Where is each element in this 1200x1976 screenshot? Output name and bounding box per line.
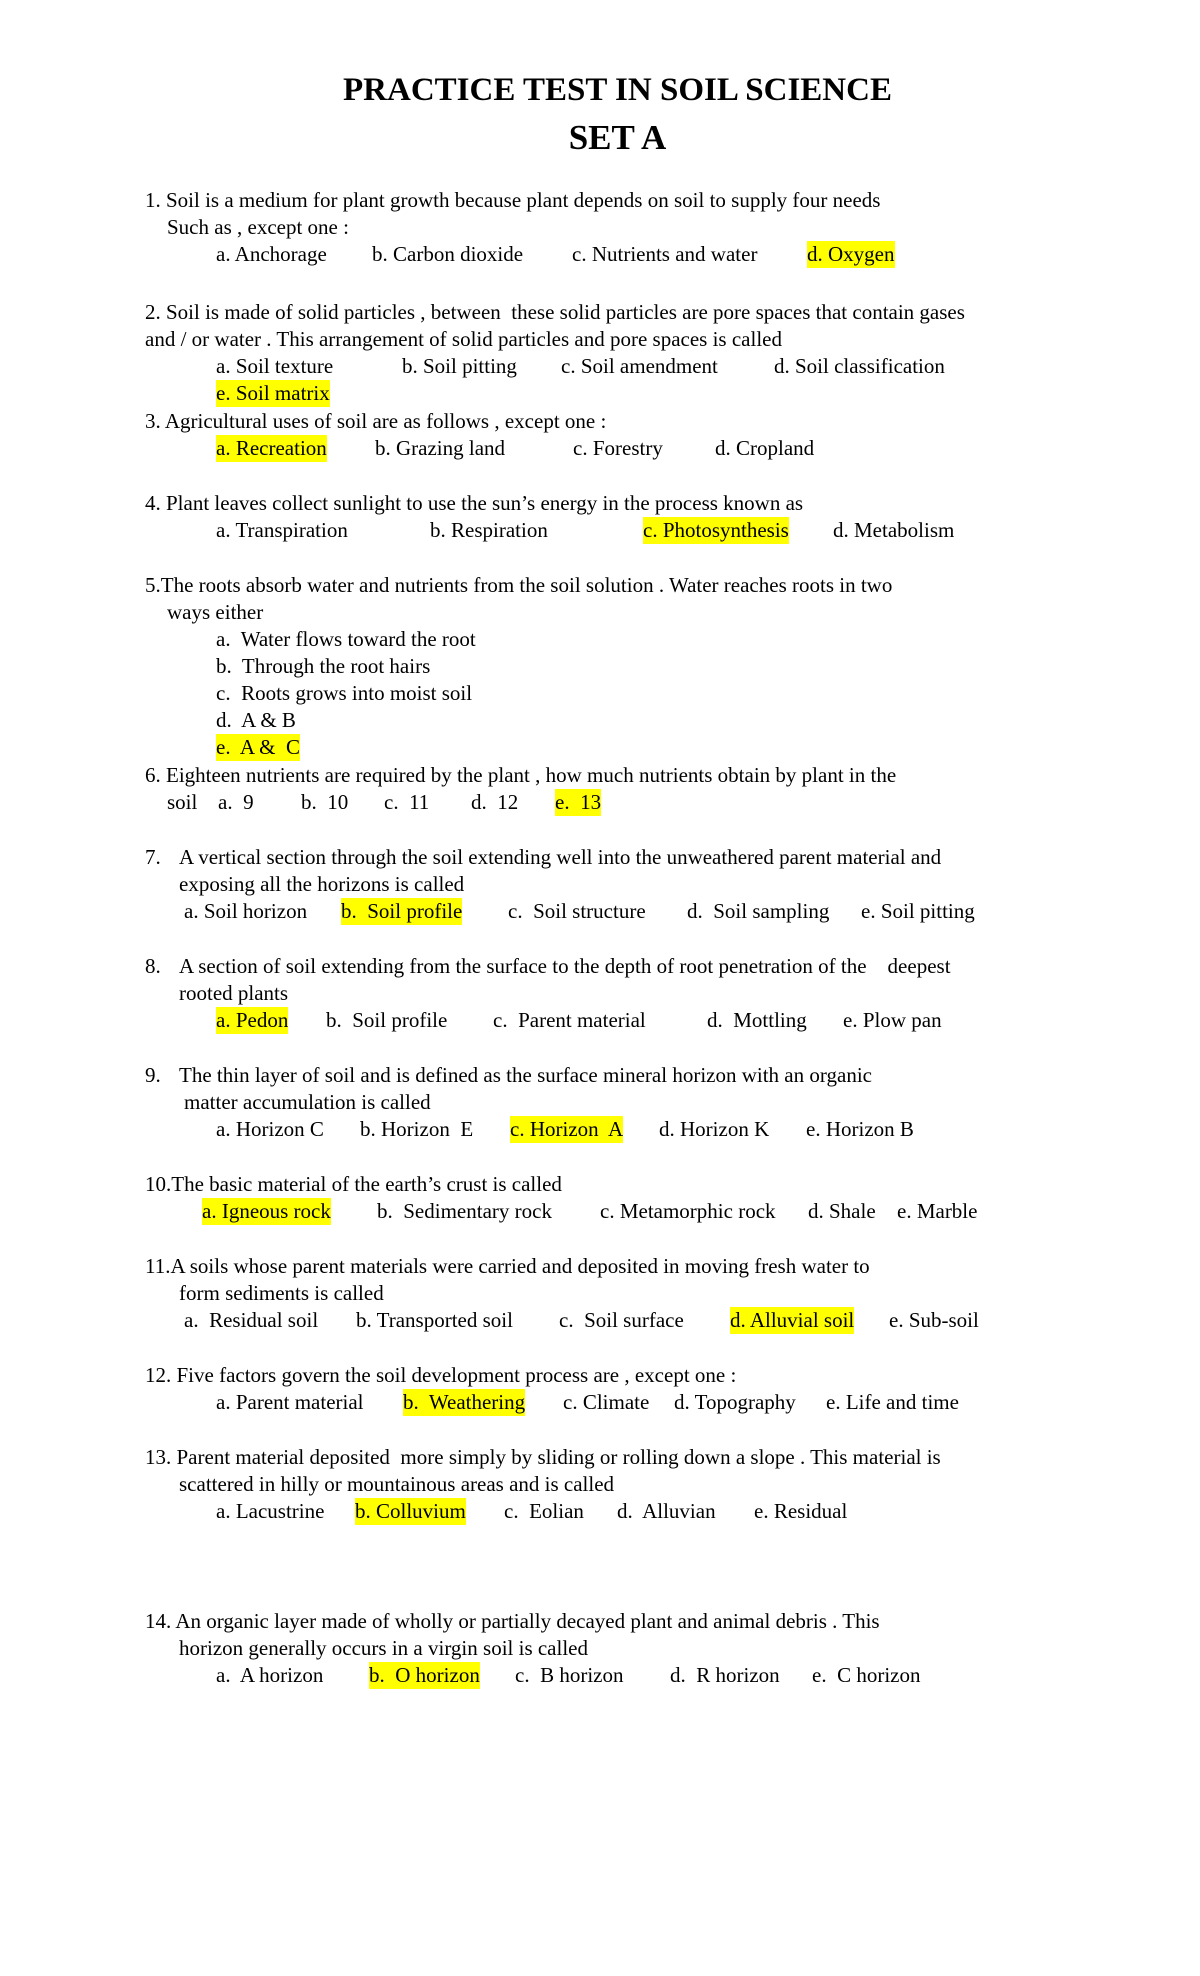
q13-choice-a: a. Lacustrine — [216, 1499, 325, 1523]
q12-choice-e: e. Life and time — [826, 1390, 959, 1414]
q5-choice-d: d. A & B — [216, 708, 296, 732]
q10-choice-a: a. Igneous rock — [202, 1199, 331, 1223]
q3-choice-d: d. Cropland — [715, 436, 815, 460]
q1-line-1: 1. Soil is a medium for plant growth because plant depends on soil to supply four needs — [145, 188, 881, 212]
q12-choice-b: b. Weathering — [403, 1390, 526, 1414]
q4-choice-b: b. Respiration — [430, 518, 548, 542]
q8-number: 8. — [145, 954, 161, 978]
q13-choice-e: e. Residual — [754, 1499, 848, 1523]
q6-choice-a: a. 9 — [218, 790, 254, 814]
q7-choice-d: d. Soil sampling — [687, 899, 830, 923]
q14-line-2: horizon generally occurs in a virgin soil is called — [179, 1636, 588, 1660]
q1-choice-c: c. Nutrients and water — [572, 242, 758, 266]
q10-choice-c: c. Metamorphic rock — [600, 1199, 776, 1223]
q7-number: 7. — [145, 845, 161, 869]
q6-choice-d: d. 12 — [471, 790, 519, 814]
q3-choice-a: a. Recreation — [216, 436, 327, 460]
q13-choice-d: d. Alluvian — [617, 1499, 716, 1523]
q14-choice-d: d. R horizon — [670, 1663, 780, 1687]
q9-line-1: The thin layer of soil and is defined as the surface mineral horizon with an organic — [179, 1063, 872, 1087]
q5-choice-c: c. Roots grows into moist soil — [216, 681, 473, 705]
q1-choice-d: d. Oxygen — [807, 242, 895, 266]
q7-line-1: A vertical section through the soil extending well into the unweathered parent material and — [179, 845, 942, 869]
q7-choice-a: a. Soil horizon — [184, 899, 308, 923]
q10-choice-e: e. Marble — [897, 1199, 978, 1223]
q9-line-2: matter accumulation is called — [184, 1090, 431, 1114]
q9-number: 9. — [145, 1063, 161, 1087]
q7-line-2: exposing all the horizons is called — [179, 872, 465, 896]
q8-choice-d: d. Mottling — [707, 1008, 807, 1032]
q6-line-1: 6. Eighteen nutrients are required by the plant , how much nutrients obtain by plant in the — [145, 763, 897, 787]
q5-choice-e: e. A & C — [216, 735, 301, 759]
q7-choice-c: c. Soil structure — [508, 899, 646, 923]
q14-choice-b: b. O horizon — [369, 1663, 480, 1687]
q11-choice-c: c. Soil surface — [559, 1308, 684, 1332]
q9-choice-b: b. Horizon E — [360, 1117, 474, 1141]
q13-choice-c: c. Eolian — [504, 1499, 584, 1523]
q7-choice-e: e. Soil pitting — [861, 899, 975, 923]
q2-choice-b: b. Soil pitting — [402, 354, 517, 378]
q4-choice-d: d. Metabolism — [833, 518, 955, 542]
q6-choice-e: e. 13 — [555, 790, 602, 814]
q1-choice-b: b. Carbon dioxide — [372, 242, 524, 266]
q2-line-1: 2. Soil is made of solid particles , between these solid particles are pore spaces that contain gases — [145, 300, 965, 324]
q2-choice-c: c. Soil amendment — [561, 354, 718, 378]
q3-choice-c: c. Forestry — [573, 436, 663, 460]
q10-line-1: 10.The basic material of the earth’s crust is called — [145, 1172, 562, 1196]
q14-choice-e: e. C horizon — [812, 1663, 921, 1687]
q13-line-2: scattered in hilly or mountainous areas and is called — [179, 1472, 615, 1496]
q14-line-1: 14. An organic layer made of wholly or partially decayed plant and animal debris . This — [145, 1609, 880, 1633]
q2-choice-d: d. Soil classification — [774, 354, 945, 378]
q9-choice-c: c. Horizon A — [510, 1117, 624, 1141]
q3-line-1: 3. Agricultural uses of soil are as follows , except one : — [145, 409, 607, 433]
q6-line-2: soil — [167, 790, 198, 814]
q5-choice-a: a. Water flows toward the root — [216, 627, 476, 651]
q12-choice-c: c. Climate — [563, 1390, 650, 1414]
q11-choice-a: a. Residual soil — [184, 1308, 319, 1332]
q8-choice-a: a. Pedon — [216, 1008, 289, 1032]
q5-line-2: ways either — [167, 600, 264, 624]
q4-choice-a: a. Transpiration — [216, 518, 348, 542]
q14-choice-a: a. A horizon — [216, 1663, 324, 1687]
q12-line-1: 12. Five factors govern the soil development process are , except one : — [145, 1363, 737, 1387]
q14-choice-c: c. B horizon — [515, 1663, 624, 1687]
q8-choice-e: e. Plow pan — [843, 1008, 942, 1032]
q8-line-1: A section of soil extending from the surface to the depth of root penetration of the deepest — [179, 954, 951, 978]
page-title: PRACTICE TEST IN SOIL SCIENCE — [343, 72, 892, 108]
q12-choice-a: a. Parent material — [216, 1390, 364, 1414]
q6-choice-b: b. 10 — [301, 790, 349, 814]
q11-line-1: 11.A soils whose parent materials were carried and deposited in moving fresh water to — [145, 1254, 870, 1278]
q8-choice-c: c. Parent material — [493, 1008, 646, 1032]
q2-line-2: and / or water . This arrangement of solid particles and pore spaces is called — [145, 327, 782, 351]
q1-choice-a: a. Anchorage — [216, 242, 327, 266]
q13-line-1: 13. Parent material deposited more simply by sliding or rolling down a slope . This material is — [145, 1445, 941, 1469]
q6-choice-c: c. 11 — [384, 790, 430, 814]
q13-choice-b: b. Colluvium — [355, 1499, 466, 1523]
q12-choice-d: d. Topography — [674, 1390, 796, 1414]
q5-line-1: 5.The roots absorb water and nutrients from the soil solution . Water reaches roots in two — [145, 573, 893, 597]
q7-choice-b: b. Soil profile — [341, 899, 463, 923]
q5-choice-b: b. Through the root hairs — [216, 654, 431, 678]
q10-choice-d: d. Shale — [808, 1199, 876, 1223]
q11-choice-d: d. Alluvial soil — [730, 1308, 855, 1332]
q11-choice-b: b. Transported soil — [356, 1308, 513, 1332]
page-subtitle: SET A — [568, 118, 667, 157]
q9-choice-e: e. Horizon B — [806, 1117, 914, 1141]
q11-choice-e: e. Sub-soil — [889, 1308, 979, 1332]
q1-line-2: Such as , except one : — [167, 215, 349, 239]
q2-choice-e: e. Soil matrix — [216, 381, 330, 405]
q10-choice-b: b. Sedimentary rock — [377, 1199, 552, 1223]
q11-line-2: form sediments is called — [179, 1281, 384, 1305]
q9-choice-d: d. Horizon K — [659, 1117, 770, 1141]
q4-line-1: 4. Plant leaves collect sunlight to use the sun’s energy in the process known as — [145, 491, 804, 515]
q8-choice-b: b. Soil profile — [326, 1008, 448, 1032]
q8-line-2: rooted plants — [179, 981, 289, 1005]
q2-choice-a: a. Soil texture — [216, 354, 334, 378]
q9-choice-a: a. Horizon C — [216, 1117, 324, 1141]
q4-choice-c: c. Photosynthesis — [643, 518, 789, 542]
q3-choice-b: b. Grazing land — [375, 436, 506, 460]
